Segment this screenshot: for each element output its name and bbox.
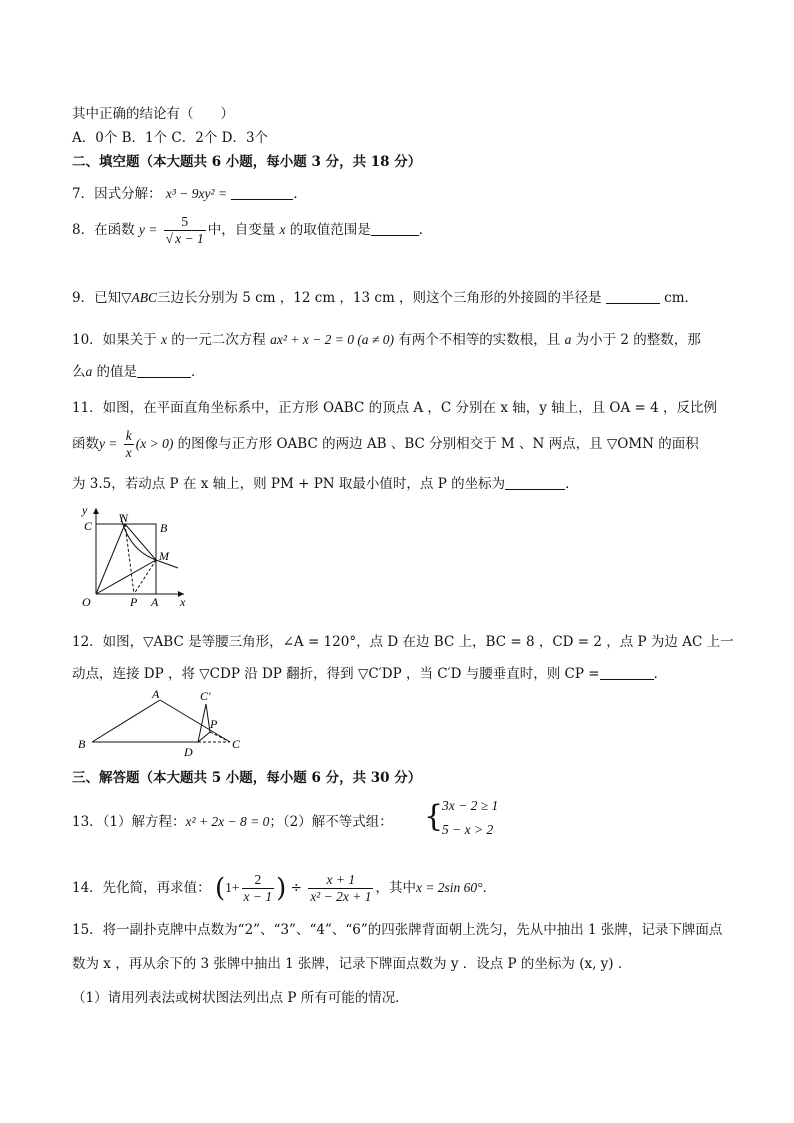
- label-x: x: [180, 595, 186, 606]
- q14-num-1: 2: [242, 872, 275, 889]
- label-o: O: [82, 595, 91, 606]
- q8-text: 8．在函数: [72, 222, 135, 238]
- q11-denominator: x: [125, 445, 132, 460]
- q9-end: cm．: [664, 290, 699, 306]
- q13-text-b: ；（2）解不等式组：: [269, 814, 393, 830]
- q9-triangle: ▽ABC: [121, 290, 157, 305]
- q10-text-c: 有两个不相等的实数根，且: [393, 332, 565, 348]
- label-c-prime: C′: [200, 689, 211, 703]
- q13-inequality-1: 3x − 2 ≥ 1: [442, 798, 499, 813]
- q8-denominator: x − 1: [175, 231, 204, 246]
- q12-l2: 动点，连接 DP ，将 ▽CDP 沿 DP 翻折，得到 ▽C′DP ，当 C′D 与腰垂直时，则 CP =: [72, 666, 600, 682]
- label-d: D: [184, 745, 193, 758]
- question-15-part1: （1）请用列表法或树状图法列出点 P 所有可能的情况．: [72, 990, 409, 1006]
- figure-11: [72, 502, 192, 606]
- segment-pm: [134, 560, 156, 594]
- q12-end: ．: [653, 666, 668, 682]
- q11-l2b: 的图像与正方形 OABC 的两边 AB 、BC 分别相交于 M 、N 两点，且 ▽OMN 的面积: [173, 436, 699, 452]
- label-p: P: [210, 717, 218, 731]
- label-a: A: [152, 687, 160, 701]
- q8-text-c: 的取值范围是: [289, 222, 371, 238]
- q8-text-b: 中，自变量: [207, 222, 276, 238]
- answer-blank[interactable]: [231, 185, 293, 200]
- q14-value: x = 2sin 60°: [415, 880, 483, 895]
- question-8: [72, 214, 432, 247]
- q10-equation: ax² + x − 2 = 0 (a ≠ 0): [270, 332, 394, 347]
- q7-expression: x³ − 9xy² =: [165, 186, 228, 201]
- question-15-line2: 数为 x ，再从余下的 3 张牌中抽出 1 张牌，记录下牌面点数为 y ．设点 P 的坐标为 (x, y) ．: [72, 956, 632, 972]
- q8-y: y =: [138, 222, 158, 237]
- label-m: M: [159, 549, 169, 563]
- q10-text-d: 为小于 2 的整数，那: [571, 332, 701, 348]
- q14-fraction-1: [242, 872, 275, 905]
- question-9: [72, 286, 698, 306]
- answer-blank[interactable]: [371, 221, 419, 236]
- q14-num-2: x + 1: [308, 872, 373, 889]
- segment-pn: [125, 524, 134, 594]
- q10-l2b: 的值是: [92, 364, 138, 380]
- label-a: A: [151, 595, 159, 606]
- answer-blank[interactable]: [600, 665, 654, 680]
- q14-den-1: x − 1: [243, 889, 273, 904]
- q14-text: 14．先化简，再求值：: [72, 880, 211, 896]
- label-c: C: [84, 519, 93, 533]
- q10-text: 10．如果关于: [72, 332, 161, 348]
- q10-text-b: 的一元二次方程: [166, 332, 271, 348]
- q9-text: 9．已知: [72, 290, 122, 306]
- q11-y: y =: [99, 436, 118, 451]
- q10-a: a: [564, 332, 572, 347]
- question-11-line3: [72, 472, 579, 492]
- question-11: 11．如图，在平面直角坐标系中，正方形 OABC 的顶点 A ，C 分别在 x 轴，y 轴上，且 OA = 4 ，反比例: [72, 400, 718, 416]
- question-14: 14．先化简，再求值： (1+ $\frac{2}{x - 1}$ ) ÷ $\frac{x + 1}{\text{x² − 2x + 1}}$ ，其中x = 2sin 60°．: [72, 872, 497, 904]
- brace-icon: {: [424, 799, 444, 834]
- question-15: 15．将一副扑克牌中点数为“2”、“3”、“4”、“6”的四张牌背面朝上洗匀，先从中抽出 1 张牌，记录下牌面点: [72, 922, 723, 938]
- q8-end: ．: [418, 222, 433, 238]
- label-y: y: [82, 503, 88, 517]
- section-title-solve: 三、解答题（本大题共 5 小题，每小题 6 分，共 30 分）: [72, 770, 422, 786]
- q11-condition: (x > 0): [135, 436, 174, 451]
- section-title-fill-blank: 二、填空题（本大题共 6 小题，每小题 3 分，共 18 分）: [72, 154, 422, 170]
- figure-12: [72, 686, 252, 758]
- q11-numerator: k: [125, 428, 132, 443]
- q7-text: 7．因式分解：: [72, 186, 162, 202]
- side-ab: [92, 700, 160, 742]
- side-ac: [160, 700, 230, 742]
- label-n: N: [120, 511, 129, 525]
- question-12: 12．如图，▽ABC 是等腰三角形，∠A = 120°，点 D 在边 BC 上，BC = 8 ，CD = 2 ，点 P 为边 AC 上一: [72, 634, 734, 650]
- q9-body: 三边长分别为 5 cm ，12 cm ，13 cm ，则这个三角形的外接圆的半径是: [156, 290, 602, 306]
- question-10-line2: [72, 360, 205, 380]
- q14-end: ．: [482, 880, 497, 896]
- q14-den-2: x² − 2x + 1: [310, 889, 372, 904]
- q10-x: x: [160, 332, 167, 347]
- question-11-line2: [72, 428, 699, 461]
- q13-inequality-2: 5 − x > 2: [442, 822, 494, 837]
- q10-end: ．: [191, 364, 205, 380]
- label-p: P: [130, 595, 138, 606]
- q10-l2a: 么: [72, 364, 86, 380]
- label-c: C: [232, 737, 241, 751]
- q11-fraction: [124, 428, 134, 461]
- q8-fraction: $\frac{5}{√ x - 1}$: [165, 214, 204, 246]
- q8-numerator: 5: [164, 214, 206, 231]
- hyperbola-curve: [120, 514, 178, 568]
- q11-l2a: 函数: [72, 436, 99, 452]
- q8-x: x: [279, 222, 286, 237]
- q13-equation: x² + 2x − 8 = 0: [185, 814, 270, 829]
- q14-fraction-2: [308, 872, 373, 905]
- question-10: [72, 328, 701, 348]
- q11-end: ．: [565, 476, 579, 492]
- answer-blank[interactable]: [137, 363, 191, 378]
- q14-divide: ÷: [290, 880, 302, 896]
- answer-blank[interactable]: [505, 475, 565, 490]
- label-b: B: [78, 737, 86, 751]
- answer-blank[interactable]: [606, 289, 660, 304]
- q10-l2-a: a: [85, 364, 93, 379]
- question-13: [72, 810, 393, 830]
- question-12-line2: [72, 662, 667, 682]
- answer-options: A．0个 B．1个 C．2个 D．3个: [72, 130, 269, 146]
- label-b: B: [160, 521, 168, 535]
- question-7: [72, 182, 307, 202]
- y-axis-arrow: [93, 508, 99, 514]
- q11-l3: 为 3.5，若动点 P 在 x 轴上，则 PM + PN 取最小值时，点 P 的坐标为: [72, 476, 506, 492]
- q13-text: 13．（1）解方程：: [72, 814, 186, 830]
- q14-one: 1+: [225, 880, 240, 895]
- q14-text-b: ，其中: [375, 880, 416, 896]
- question-stem: 其中正确的结论有（ ）: [72, 106, 234, 122]
- q7-end: ．: [293, 186, 307, 202]
